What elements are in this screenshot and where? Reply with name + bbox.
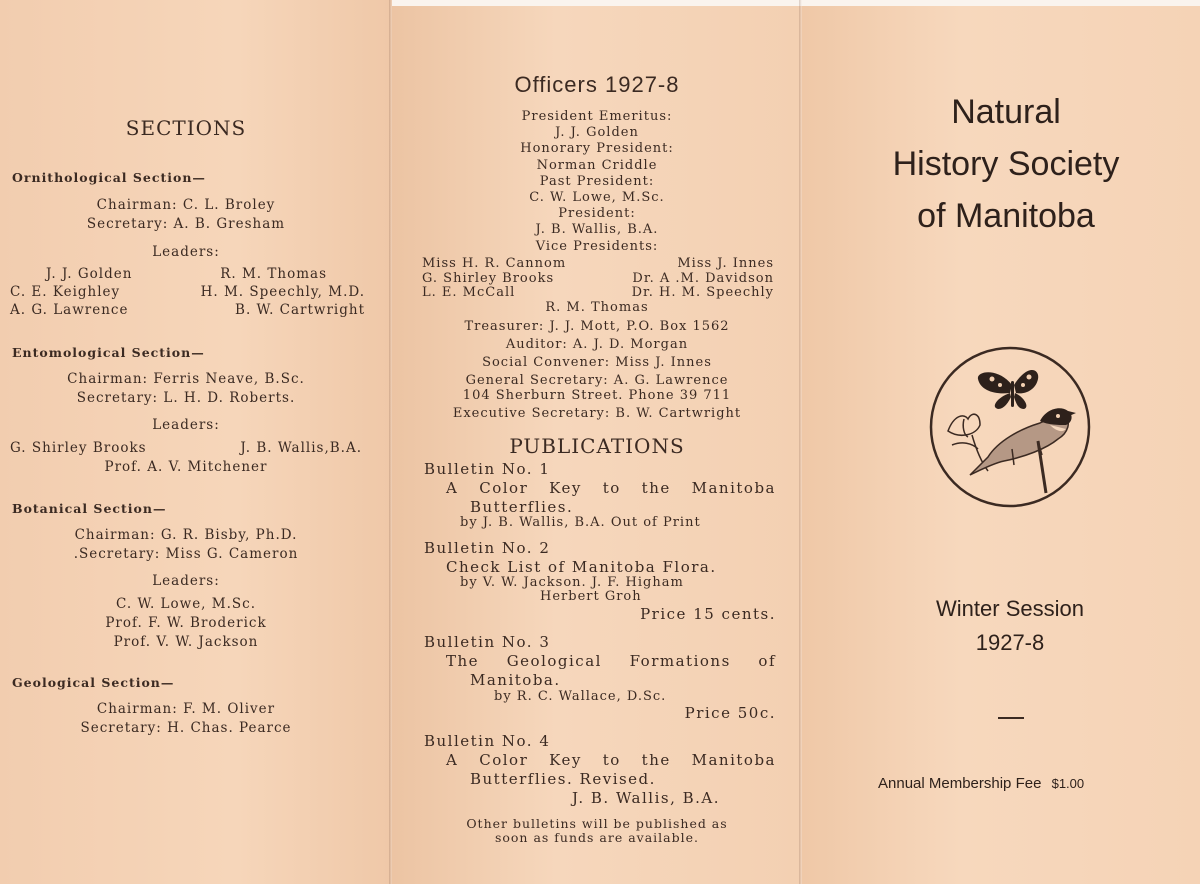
geo-chairman: Chairman: F. M. Oliver <box>96 701 276 717</box>
ent-secretary: Secretary: L. H. D. Roberts. <box>76 390 296 406</box>
bulletin-3-title2: Manitoba. <box>470 671 561 689</box>
cover-title-line-1: Natural <box>951 93 1061 131</box>
bot-secretary: .Secretary: Miss G. Cameron <box>73 546 299 562</box>
botanical-title: Botanical Section— <box>12 501 167 516</box>
officers-heading: Officers 1927-8 <box>514 72 680 97</box>
sections-heading: SECTIONS <box>125 116 247 140</box>
ent-chairman: Chairman: Ferris Neave, B.Sc. <box>67 371 305 387</box>
vice-president: Dr. H. M. Speechly <box>631 285 774 300</box>
social-convener: Social Convener: Miss J. Innes <box>482 355 712 370</box>
geo-secretary: Secretary: H. Chas. Pearce <box>80 720 292 736</box>
ornithological-title: Ornithological Section— <box>12 170 206 185</box>
leader: H. M. Speechly, M.D. <box>200 284 365 300</box>
bulletin-3-by: by R. C. Wallace, D.Sc. <box>494 689 667 704</box>
cover-title-line-3: of Manitoba <box>917 197 1095 235</box>
bulletin-3-title: The Geological Formations of <box>446 652 776 670</box>
vice-last: R. M. Thomas <box>545 300 649 315</box>
officer-line: J. J. Golden <box>555 125 639 141</box>
bot-leaders-label: Leaders: <box>152 573 220 589</box>
orn-chairman: Chairman: C. L. Broley <box>96 197 276 213</box>
ent-leader-single: Prof. A. V. Mitchener <box>104 459 268 475</box>
bulletin-2-no: Bulletin No. 2 <box>424 539 551 557</box>
bulletin-4-no: Bulletin No. 4 <box>424 732 551 750</box>
officer-line: Vice Presidents: <box>535 238 659 254</box>
vice-president: G. Shirley Brooks <box>422 270 555 286</box>
orn-secretary: Secretary: A. B. Gresham <box>86 216 286 232</box>
bird-emblem-icon <box>928 345 1092 509</box>
bulletin-2-title: Check List of Manitoba Flora. <box>446 558 717 576</box>
bulletin-3-price: Price 50c. <box>684 704 776 722</box>
officer-line: Past President: <box>539 173 655 189</box>
bot-leader: C. W. Lowe, M.Sc. <box>116 596 256 612</box>
bulletin-1-title2: Butterflies. <box>470 498 574 516</box>
officers-list <box>392 109 802 255</box>
ent-leaders-label: Leaders: <box>152 417 220 433</box>
officer-line: President Emeritus: <box>521 109 673 124</box>
bulletin-1-title: A Color Key to the Manitoba <box>446 479 776 497</box>
bulletin-1-no: Bulletin No. 1 <box>424 460 551 478</box>
vice-president: Miss J. Innes <box>677 256 774 271</box>
officers-panel <box>392 0 802 884</box>
bot-leader: Prof. V. W. Jackson <box>113 634 259 650</box>
bot-chairman: Chairman: G. R. Bisby, Ph.D. <box>74 527 298 543</box>
orn-leaders <box>10 265 365 319</box>
leader: G. Shirley Brooks <box>10 440 147 456</box>
publications-note: Other bulletins will be published as <box>466 816 728 831</box>
bulletin-4-title: A Color Key to the Manitoba <box>446 751 776 769</box>
vice-president: Dr. A .M. Davidson <box>632 270 774 286</box>
leader: C. E. Keighley <box>10 284 121 300</box>
cover-title-line-2: History Society <box>892 145 1120 183</box>
officer-line: Honorary President: <box>520 141 674 157</box>
bulletin-2-by: by V. W. Jackson. J. F. Higham <box>460 575 684 590</box>
general-secretary: General Secretary: A. G. Lawrence <box>465 373 729 388</box>
sections-panel <box>0 0 392 884</box>
leader: A. G. Lawrence <box>10 302 129 318</box>
session-title: Winter Session <box>936 596 1084 621</box>
officer-line: C. W. Lowe, M.Sc. <box>529 190 665 206</box>
leader: B. W. Cartwright <box>235 302 365 318</box>
bulletin-2-by2: Herbert Groh <box>540 589 642 604</box>
leader: J. B. Wallis,B.A. <box>240 440 362 456</box>
fee-amount: $1.00 <box>1051 776 1085 791</box>
session-year: 1927-8 <box>975 630 1045 655</box>
bot-leader: Prof. F. W. Broderick <box>105 615 267 631</box>
ent-leaders-row <box>10 439 362 457</box>
officer-line: J. B. Wallis, B.A. <box>535 222 659 238</box>
bulletin-2-price: Price 15 cents. <box>640 605 776 623</box>
fee-label: Annual Membership Fee <box>878 775 1042 792</box>
executive-secretary: Executive Secretary: B. W. Cartwright <box>452 406 742 421</box>
entomological-title: Entomological Section— <box>12 345 205 360</box>
leader: J. J. Golden <box>46 266 133 282</box>
publications-note2: soon as funds are available. <box>494 830 700 845</box>
publications-heading: PUBLICATIONS <box>509 434 685 458</box>
bulletin-1-by: by J. B. Wallis, B.A. Out of Print <box>460 515 701 530</box>
membership-fee <box>878 775 1084 792</box>
cover-panel <box>802 0 1200 884</box>
treasurer: Treasurer: J. J. Mott, P.O. Box 1562 <box>464 319 730 334</box>
vice-president: Miss H. R. Cannom <box>422 256 567 271</box>
bulletin-4-by: J. B. Wallis, B.A. <box>572 789 721 807</box>
bulletin-4-title2: Butterflies. Revised. <box>470 770 656 788</box>
officer-line: President: <box>558 206 636 222</box>
vice-president: L. E. McCall <box>422 285 516 300</box>
divider <box>998 717 1024 719</box>
address: 104 Sherburn Street. Phone 39 711 <box>462 388 732 403</box>
geological-title: Geological Section— <box>12 675 175 690</box>
auditor: Auditor: A. J. D. Morgan <box>505 337 689 352</box>
officer-line: Norman Criddle <box>536 157 658 173</box>
bulletin-3-no: Bulletin No. 3 <box>424 633 551 651</box>
orn-leaders-label: Leaders: <box>152 244 220 260</box>
vice-presidents <box>422 257 774 301</box>
leader: R. M. Thomas <box>220 266 327 282</box>
